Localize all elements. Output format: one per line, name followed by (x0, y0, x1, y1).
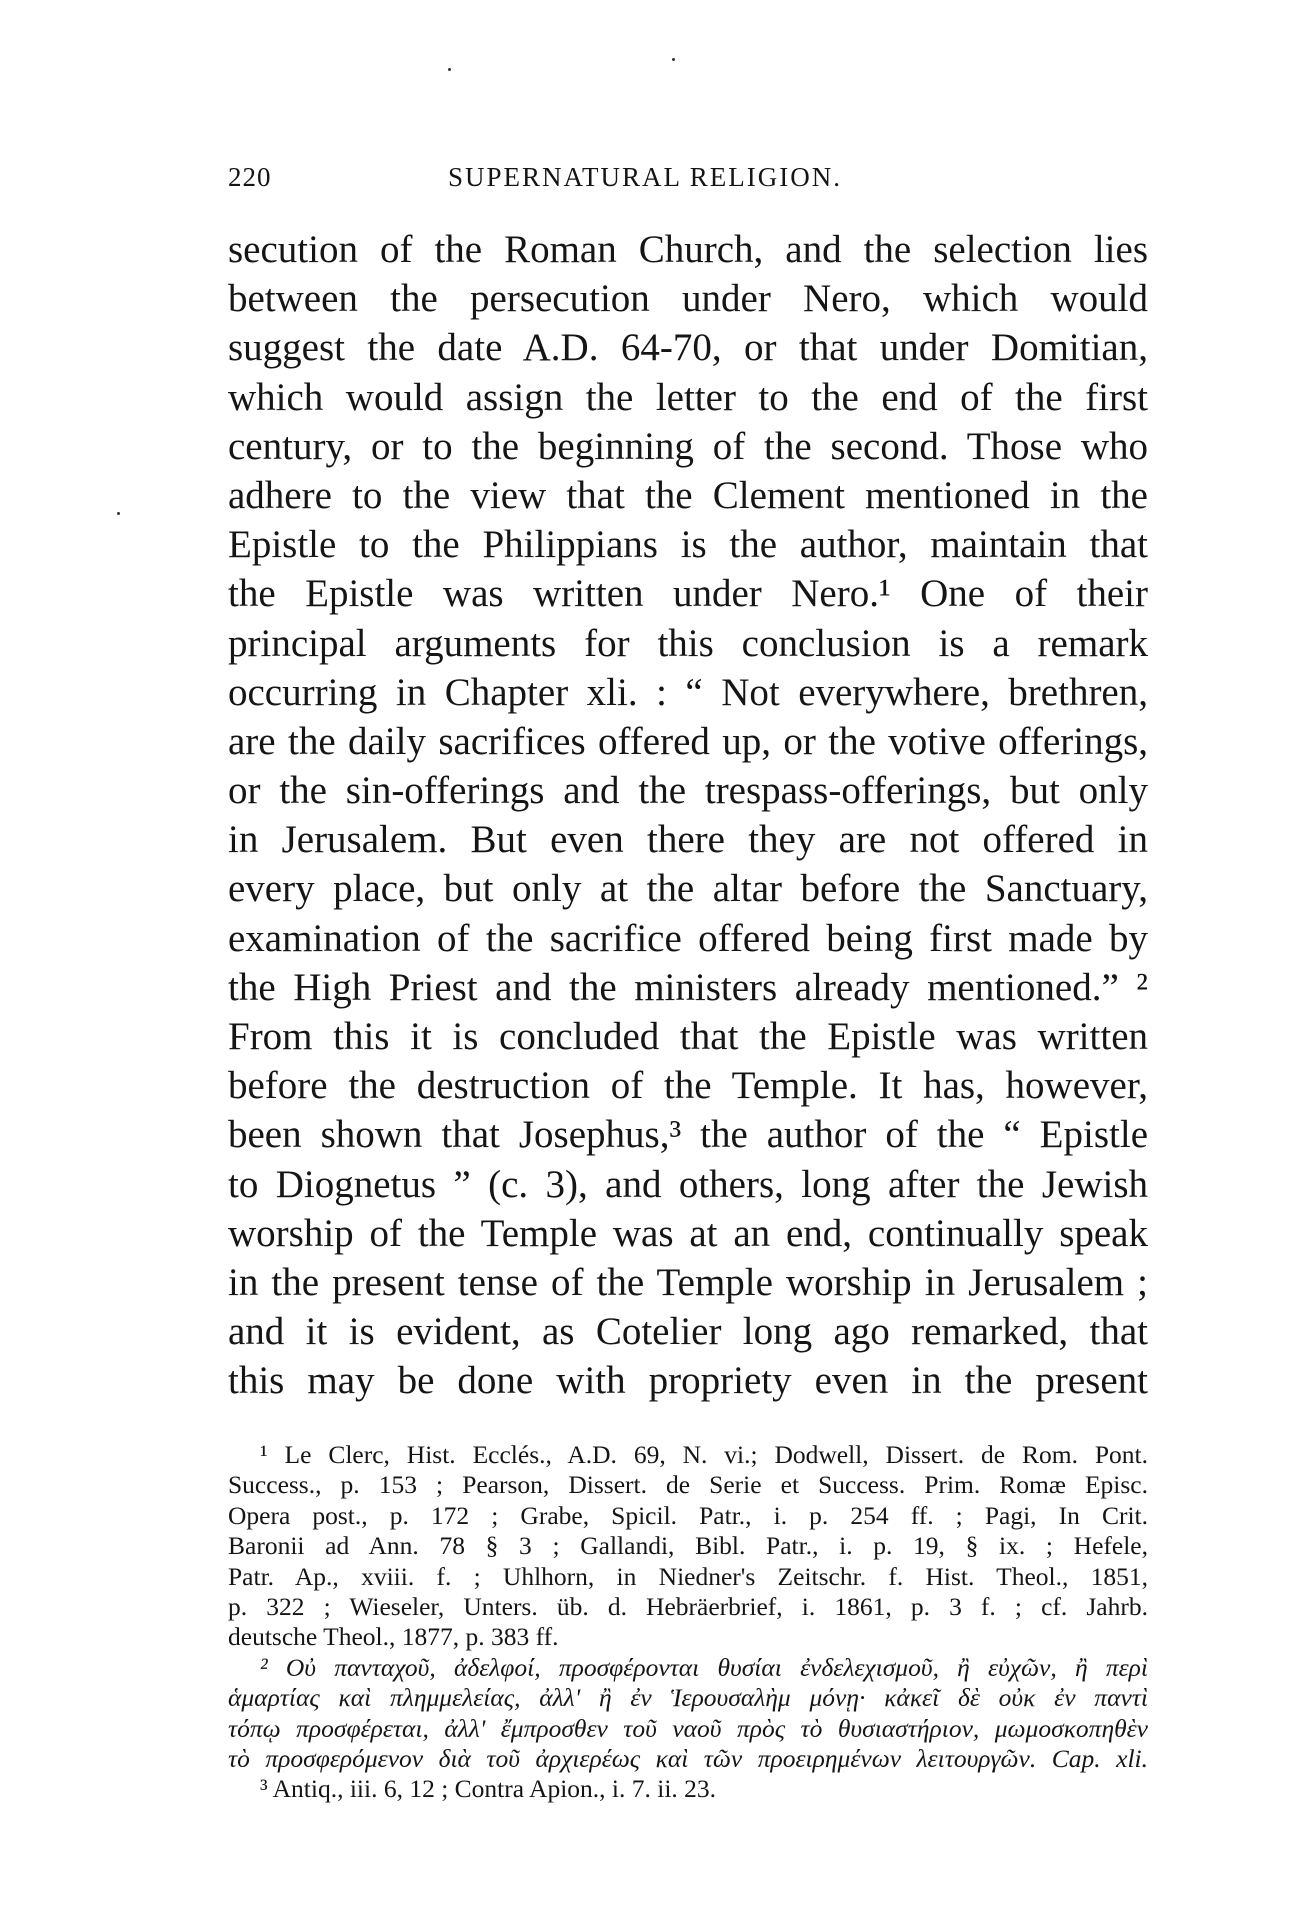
text-line: in the present tense of the Temple worship in Jerusalem ; (228, 1260, 1148, 1304)
text-line: From this it is concluded that the Epistle was written (228, 1015, 1148, 1058)
page-number: 220 (228, 162, 272, 192)
footnote-greek-line: τόπῳ προσφέρεται, ἀλλ' ἔμπροσθεν τοῦ ναοῦ πρὸς τὸ θυσιαστήριον, μωμοσκοπηθὲν (228, 1713, 1148, 1743)
text-line: adhere to the view that the Clement mentioned in the (228, 473, 1148, 517)
footnote-line: Patr. Ap., xviii. f. ; Uhlhorn, in Niedner's Zeitschr. f. Hist. Theol., 1851, (228, 1561, 1148, 1591)
running-head: SUPERNATURAL RELIGION. (448, 162, 842, 192)
text-line: every place, but only at the altar before the Sanctuary, (228, 867, 1148, 911)
footnote-greek-line: τὸ προσφερόμενον διὰ τοῦ ἀρχιερέως καὶ τῶν προειρημένων λειτουργῶν. Cap. xli. (228, 1743, 1148, 1773)
text-line: or the sin-offerings and the trespass-offerings, but only (228, 769, 1148, 813)
footnote-line: deutsche Theol., 1877, p. 383 ff. (228, 1622, 559, 1652)
footnote-line: ³ Antiq., iii. 6, 12 ; Contra Apion., i. 7. ii. 23. (260, 1774, 717, 1804)
footnote-line: Opera post., p. 172 ; Grabe, Spicil. Patr., i. p. 254 ff. ; Pagi, In Crit. (228, 1500, 1148, 1530)
page-header (228, 162, 1148, 202)
text-line: are the daily sacrifices offered up, or the votive offerings, (228, 719, 1148, 763)
text-line: Epistle to the Philippians is the author, maintain that (228, 523, 1148, 567)
text-line: before the destruction of the Temple. It has, however, (228, 1064, 1148, 1108)
footnote-greek-line: ² Οὐ πανταχοῦ, ἀδελφοί, προσφέρονται θυσίαι ἐνδελεχισμοῦ, ἢ εὐχῶν, ἢ περὶ (260, 1652, 1148, 1682)
text-line: examination of the sacrifice offered being first made by (228, 916, 1148, 960)
text-line: occurring in Chapter xli. : “ Not everywhere, brethren, (228, 670, 1148, 714)
footnote-line: Baronii ad Ann. 78 § 3 ; Gallandi, Bibl. Patr., i. p. 19, § ix. ; Hefele, (228, 1531, 1148, 1561)
footnote-line: Success., p. 153 ; Pearson, Dissert. de Serie et Success. Prim. Romæ Episc. (228, 1470, 1148, 1500)
text-line: been shown that Josephus,³ the author of the “ Epistle (228, 1113, 1148, 1157)
text-line: principal arguments for this conclusion is a remark (228, 621, 1148, 665)
text-line: century, or to the beginning of the second. Those who (228, 424, 1148, 468)
text-line: to Diognetus ” (c. 3), and others, long after the Jewish (228, 1162, 1148, 1206)
text-line: which would assign the letter to the end of the first (228, 375, 1148, 419)
main-text (228, 225, 1148, 1406)
text-line: and it is evident, as Cotelier long ago remarked, that (228, 1310, 1148, 1354)
text-line: secution of the Roman Church, and the selection lies (228, 228, 1148, 271)
text-line: the Epistle was written under Nero.¹ One of their (228, 572, 1148, 616)
paper-speck (117, 512, 120, 515)
text-line: worship of the Temple was at an end, continually speak (228, 1211, 1148, 1255)
footnote-greek-line: ἁμαρτίας καὶ πλημμελείας, ἀλλ' ἢ ἐν Ἱερουσαλὴμ μόνῃ· κἀκεῖ δὲ οὐκ ἐν παντὶ (228, 1683, 1148, 1713)
text-line: suggest the date A.D. 64-70, or that under Domitian, (228, 326, 1148, 370)
text-line: between the persecution under Nero, which would (228, 277, 1148, 321)
footnote-line: ¹ Le Clerc, Hist. Ecclés., A.D. 69, N. vi.; Dodwell, Dissert. de Rom. Pont. (260, 1440, 1148, 1469)
paper-speck (448, 68, 451, 71)
footnote-line: p. 322 ; Wieseler, Unters. üb. d. Hebräerbrief, i. 1861, p. 3 f. ; cf. Jahrb. (228, 1591, 1148, 1621)
text-line: this may be done with propriety even in the present (228, 1359, 1148, 1403)
text-line: the High Priest and the ministers already mentioned.” ² (228, 965, 1148, 1009)
footnotes (228, 1440, 1148, 1805)
paper-speck (672, 58, 675, 61)
text-line: in Jerusalem. But even there they are not offered in (228, 818, 1148, 862)
